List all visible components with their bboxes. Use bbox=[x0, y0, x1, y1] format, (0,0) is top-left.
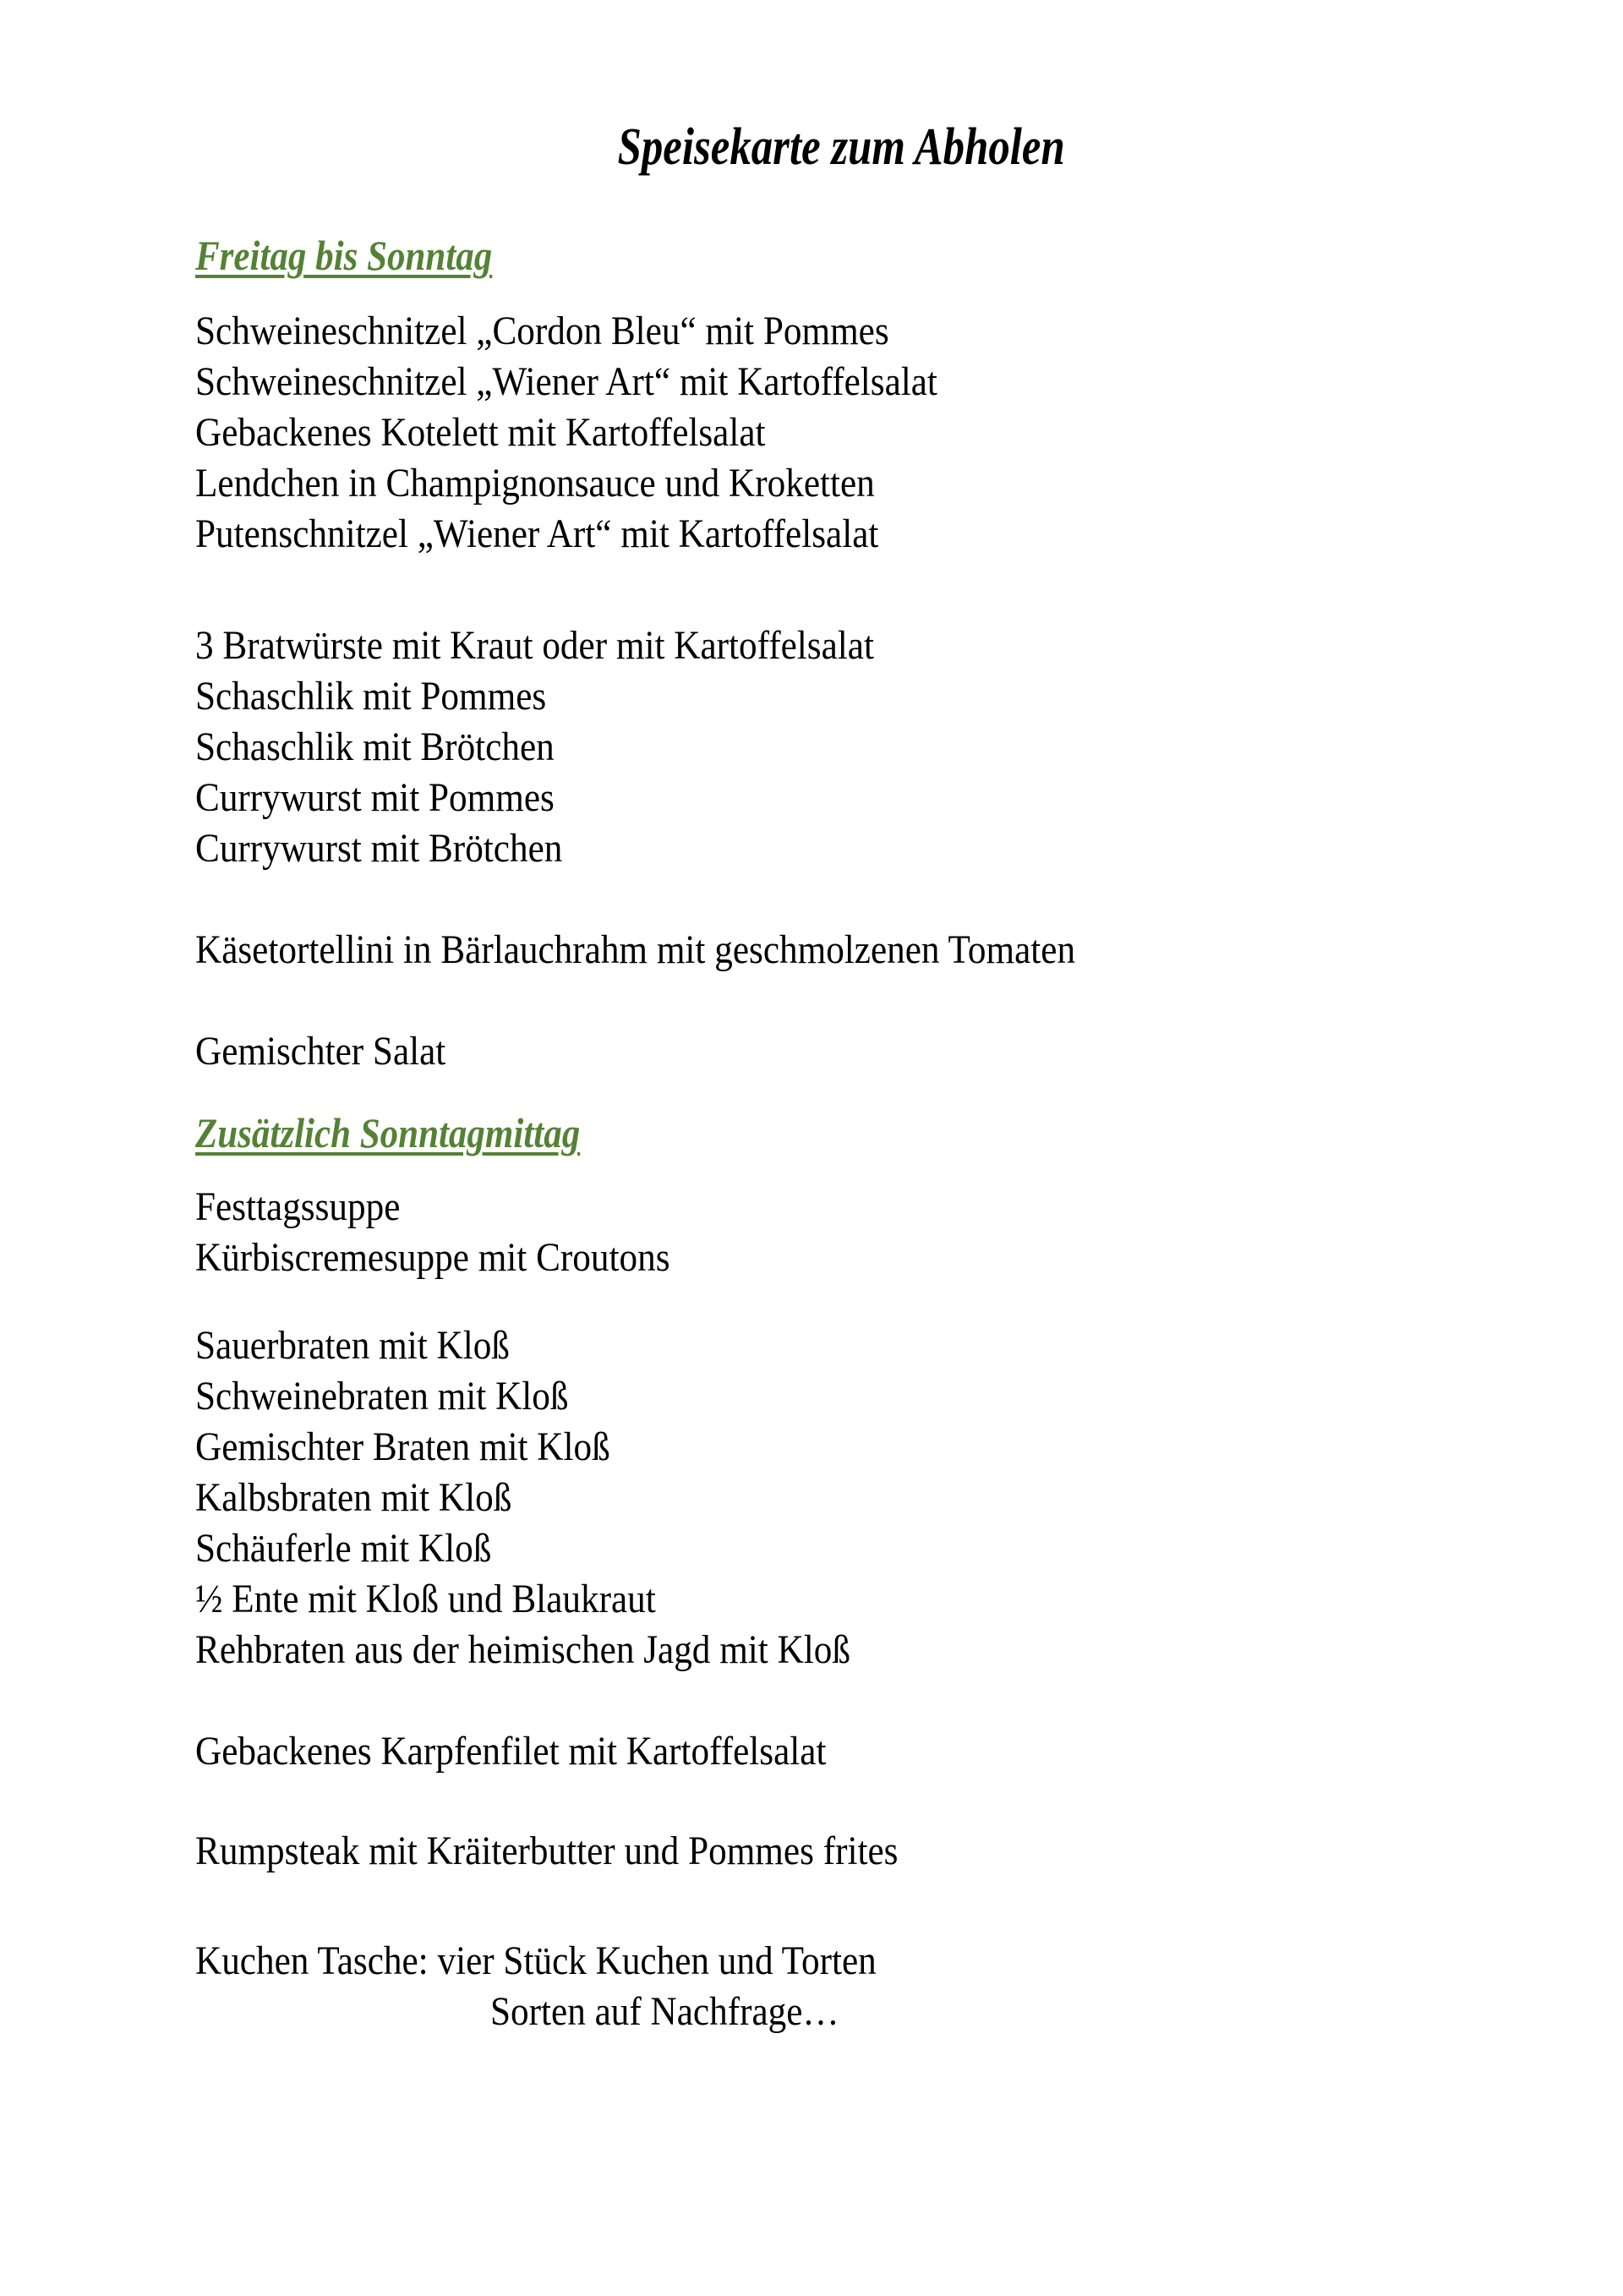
menu-item: Rehbraten aus der heimischen Jagd mit Kloß bbox=[195, 1627, 851, 1672]
menu-item: Schweinebraten mit Kloß bbox=[195, 1374, 569, 1419]
page-title: Speisekarte zum Abholen bbox=[617, 118, 1065, 176]
menu-group bbox=[195, 1936, 952, 1987]
menu-item: Gemischter Braten mit Kloß bbox=[195, 1424, 610, 1469]
menu-group bbox=[195, 620, 949, 874]
menu-item: Sauerbraten mit Kloß bbox=[195, 1323, 510, 1368]
menu-item: Kürbiscremesuppe mit Croutons bbox=[195, 1235, 670, 1280]
section-heading-sunday-lunch: Zusätzlich Sonntagmittag bbox=[195, 1109, 581, 1156]
section-heading-friday-to-sunday: Freitag bis Sonntag bbox=[195, 232, 493, 279]
menu-group bbox=[195, 1726, 896, 1777]
menu-item: Currywurst mit Pommes bbox=[195, 775, 555, 820]
menu-item: Schäuferle mit Kloß bbox=[195, 1526, 492, 1571]
menu-item: Kalbsbraten mit Kloß bbox=[195, 1475, 512, 1520]
menu-item: Schaschlik mit Pommes bbox=[195, 674, 547, 719]
menu-group bbox=[195, 306, 1019, 560]
menu-item: Schweineschnitzel „Wiener Art“ mit Kartoffelsalat bbox=[195, 359, 937, 404]
menu-item: Schweineschnitzel „Cordon Bleu“ mit Pommes bbox=[195, 309, 889, 353]
menu-group bbox=[195, 1320, 923, 1676]
menu-item: Käsetortellini in Bärlauchrahm mit geschmolzenen Tomaten bbox=[195, 927, 1076, 972]
cake-varieties-note: Sorten auf Nachfrage… bbox=[490, 1989, 839, 2034]
menu-item: Currywurst mit Brötchen bbox=[195, 826, 563, 871]
menu-item: Gebackenes Karpfenfilet mit Kartoffelsalat bbox=[195, 1729, 827, 1774]
menu-item: Gemischter Salat bbox=[195, 1029, 446, 1074]
menu-item: Festtagssuppe bbox=[195, 1184, 401, 1229]
menu-item: 3 Bratwürste mit Kraut oder mit Kartoffelsalat bbox=[195, 623, 874, 668]
cake-bag-item: Kuchen Tasche: vier Stück Kuchen und Torten bbox=[195, 1938, 877, 1983]
menu-item: Schaschlik mit Brötchen bbox=[195, 724, 555, 769]
menu-group bbox=[195, 1182, 723, 1283]
menu-group bbox=[195, 1026, 473, 1077]
menu-item: ½ Ente mit Kloß und Blaukraut bbox=[195, 1577, 656, 1621]
menu-item: Putenschnitzel „Wiener Art“ mit Kartoffelsalat bbox=[195, 511, 879, 556]
menu-group bbox=[195, 1826, 976, 1877]
menu-item: Gebackenes Kotelett mit Kartoffelsalat bbox=[195, 410, 766, 455]
menu-group bbox=[195, 925, 1173, 976]
menu-item: Rumpsteak mit Kräiterbutter und Pommes frites bbox=[195, 1829, 899, 1873]
menu-item: Lendchen in Champignonsauce und Kroketten bbox=[195, 461, 875, 506]
